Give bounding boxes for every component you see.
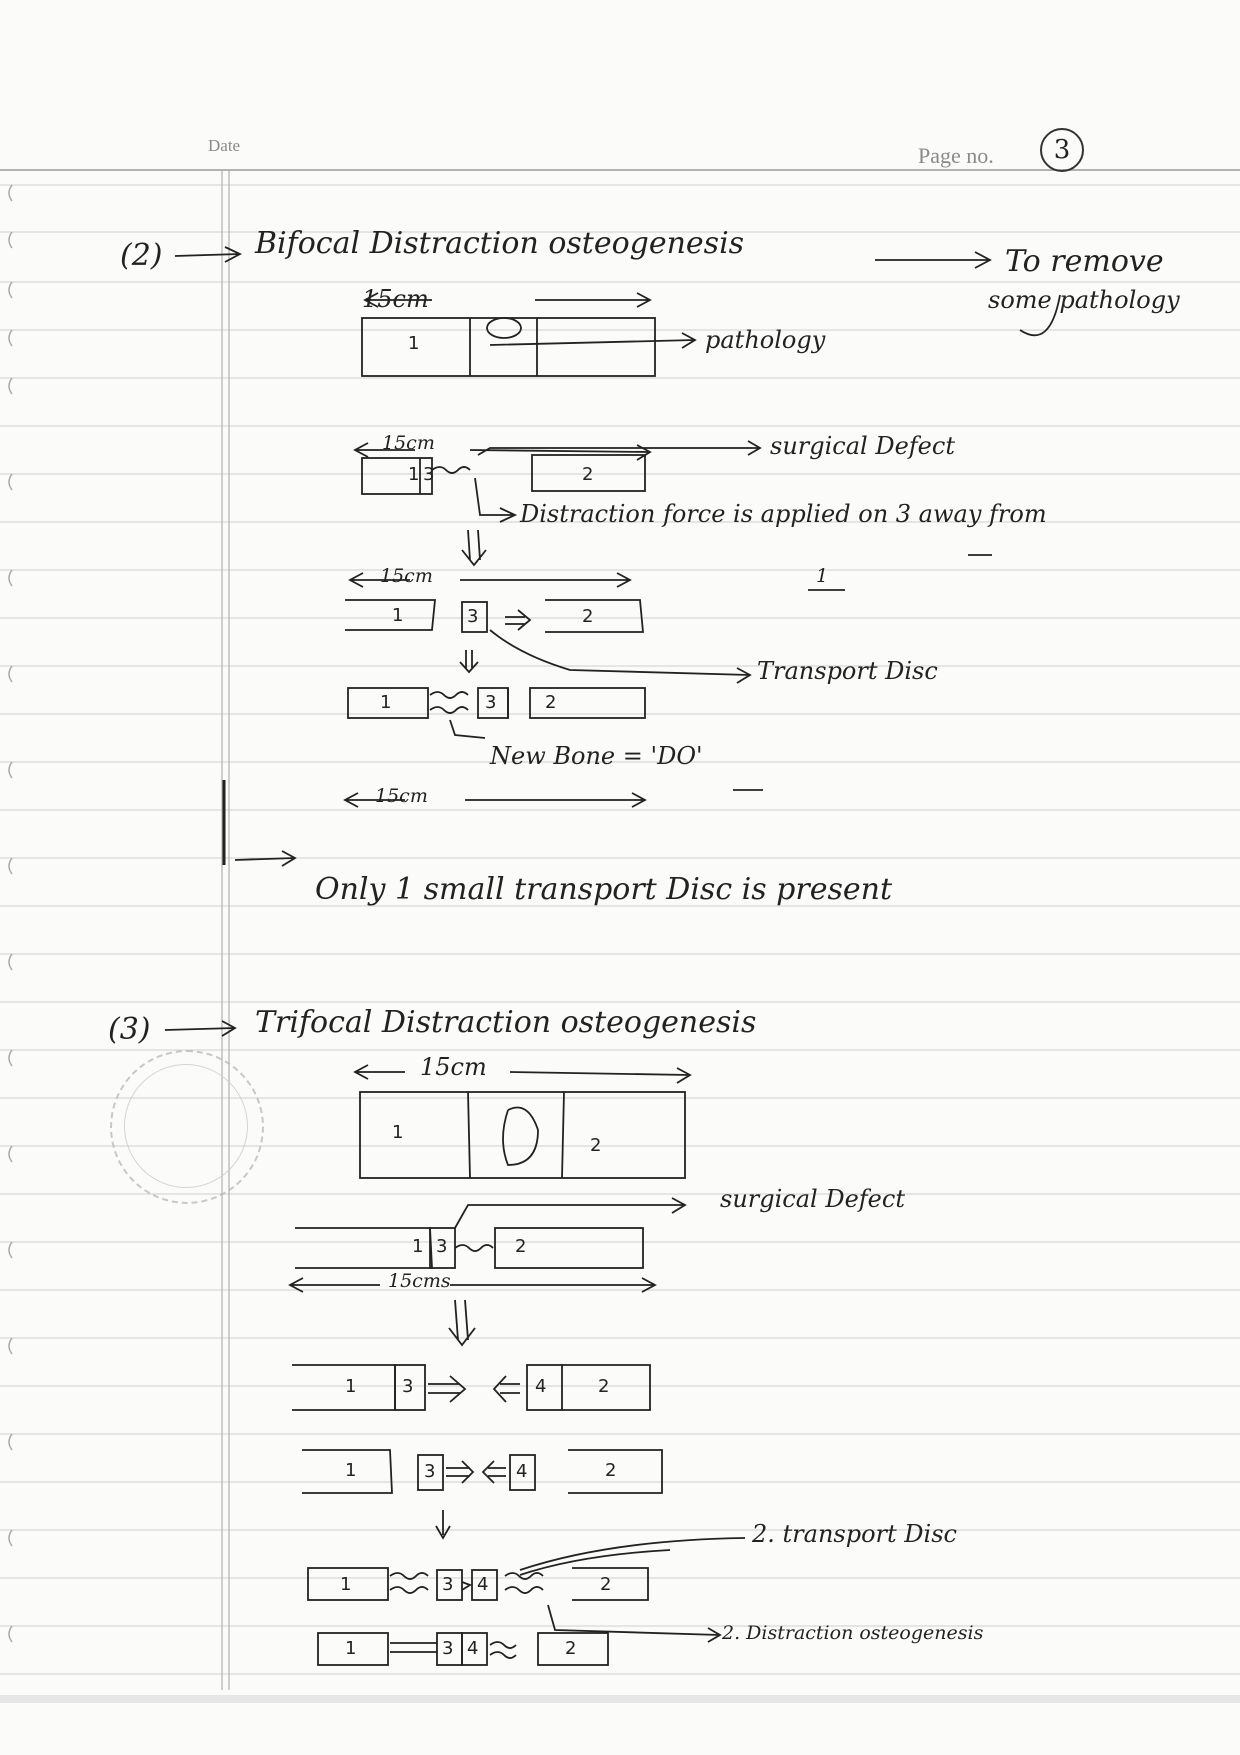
- section3-number: (3): [108, 1012, 151, 1047]
- s2-bone4-label-3: 3: [485, 692, 497, 713]
- transport-disc-label-s3: 2. transport Disc: [752, 1520, 957, 1548]
- s3-bone2-label-1: 1: [412, 1236, 424, 1257]
- s3-row2-label-4: 4: [516, 1461, 528, 1482]
- s3-row4-label-2: 2: [565, 1638, 577, 1659]
- s3-row1-label-2: 2: [598, 1376, 610, 1397]
- s3-measure-1: 15cm: [420, 1053, 487, 1081]
- s2-bone4-label-2: 2: [545, 692, 557, 713]
- s3-row3-label-1: 1: [340, 1574, 352, 1595]
- page-number-label: Page no.: [918, 143, 994, 168]
- distraction-note-sub: 1: [816, 565, 829, 587]
- new-bone-label: New Bone = 'DO': [490, 742, 703, 770]
- section2-number: (2): [120, 238, 163, 273]
- s2-bone2-label-3: 3: [423, 464, 435, 485]
- s3-row1-label-1: 1: [345, 1376, 357, 1397]
- s3-bone1-label-1: 1: [392, 1122, 404, 1143]
- s3-row4-label-1: 1: [345, 1638, 357, 1659]
- only-note: Only 1 small transport Disc is present: [315, 872, 893, 907]
- page-number: 3: [1040, 128, 1084, 172]
- section2-title: Bifocal Distraction osteogenesis: [255, 226, 745, 261]
- s2-measure-2: 15cm: [382, 432, 435, 454]
- surgical-defect-label-s3: surgical Defect: [720, 1185, 905, 1213]
- s3-row2-label-2: 2: [605, 1460, 617, 1481]
- s2-measure-3: 15cm: [380, 565, 433, 587]
- s2-bone3-label-1: 1: [392, 605, 404, 626]
- section2-side-note-line1: To remove: [1005, 244, 1164, 279]
- s2-bone3-label-2: 2: [582, 606, 594, 627]
- s3-bone2-label-2: 2: [515, 1236, 527, 1257]
- s2-bone2-label-1: 1: [408, 464, 420, 485]
- distraction-note: Distraction force is applied on 3 away from: [520, 500, 1047, 528]
- section3-title: Trifocal Distraction osteogenesis: [255, 1005, 757, 1040]
- transport-disc-label-s2: Transport Disc: [757, 657, 938, 685]
- s3-row3-label-4: 4: [477, 1574, 489, 1595]
- s2-bone1-label-1: 1: [408, 333, 420, 354]
- s2-bone4-label-1: 1: [380, 692, 392, 713]
- s3-row4-label-4: 4: [467, 1638, 479, 1659]
- date-label: Date: [208, 136, 241, 155]
- s3-row3-label-3: 3: [442, 1574, 454, 1595]
- s2-measure-4: 15cm: [375, 785, 428, 807]
- s3-row3-label-2: 2: [600, 1574, 612, 1595]
- s2-bone3-label-3: 3: [467, 606, 479, 627]
- s3-row2-label-3: 3: [424, 1461, 436, 1482]
- s2-bone2-label-2: 2: [582, 464, 594, 485]
- s3-bone2-label-3: 3: [436, 1236, 448, 1257]
- library-stamp: [110, 1050, 264, 1204]
- section2-side-note-line2: some pathology: [988, 286, 1180, 314]
- s2-measure-1: 15cm: [362, 285, 429, 313]
- pathology-label: pathology: [705, 326, 826, 354]
- s3-row4-label-3: 3: [442, 1638, 454, 1659]
- s3-bone1-label-2: 2: [590, 1135, 602, 1156]
- distraction-osteogenesis-label: 2. Distraction osteogenesis: [722, 1622, 984, 1644]
- s3-measure-2: 15cms: [388, 1270, 451, 1292]
- s3-row1-label-4: 4: [535, 1376, 547, 1397]
- s3-row1-label-3: 3: [402, 1376, 414, 1397]
- surgical-defect-label-s2: surgical Defect: [770, 432, 955, 460]
- s3-row2-label-1: 1: [345, 1460, 357, 1481]
